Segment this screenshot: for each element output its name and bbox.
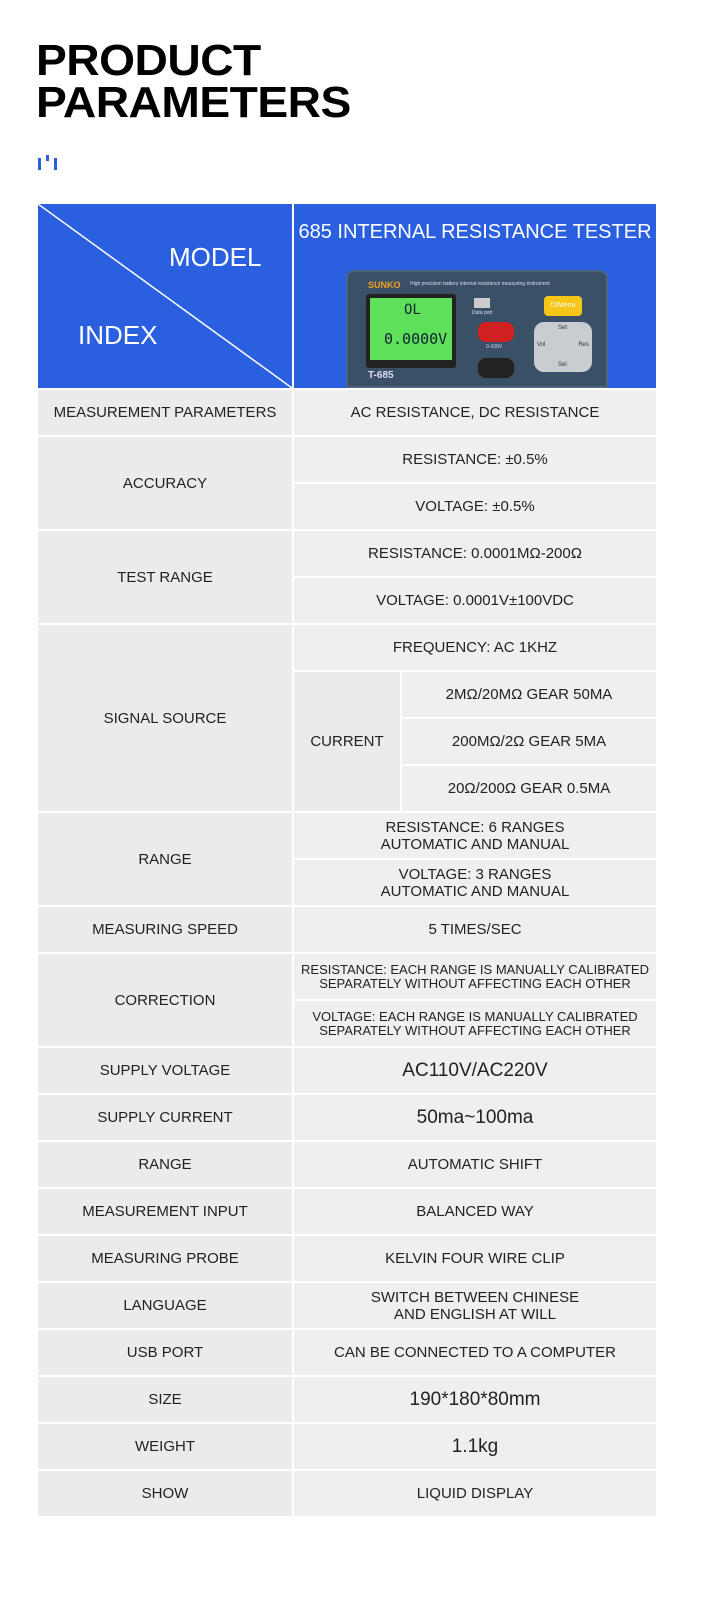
row-label: WEIGHT bbox=[38, 1424, 292, 1469]
row-value: FREQUENCY: AC 1KHZ bbox=[294, 625, 656, 670]
table-header bbox=[38, 204, 656, 388]
row-value: 1.1kg bbox=[294, 1424, 656, 1469]
lcd-main: 0.0000V bbox=[384, 330, 448, 348]
row-values bbox=[294, 813, 656, 905]
res-button: Res bbox=[578, 342, 589, 348]
table-row bbox=[38, 1048, 656, 1093]
row-label: SIGNAL SOURCE bbox=[38, 625, 292, 811]
sel-button: Sel bbox=[558, 362, 567, 368]
title-line-2: PARAMETERS bbox=[36, 78, 351, 127]
table-row bbox=[38, 1330, 656, 1375]
row-value: VOLTAGE: EACH RANGE IS MANUALLY CALIBRATED SEPARATELY WITHOUT AFFECTING EACH OTHER bbox=[294, 1001, 656, 1046]
row-values bbox=[294, 1424, 656, 1469]
row-values bbox=[294, 907, 656, 952]
row-value: AUTOMATIC SHIFT bbox=[294, 1142, 656, 1187]
row-value: 50ma~100ma bbox=[294, 1095, 656, 1140]
row-value: VOLTAGE: 0.0001V±100VDC bbox=[294, 578, 656, 623]
data-port-label: Data port bbox=[472, 310, 493, 316]
device-image bbox=[346, 270, 608, 388]
lcd-screen bbox=[370, 298, 452, 360]
table-row bbox=[38, 1283, 656, 1328]
row-label: LANGUAGE bbox=[38, 1283, 292, 1328]
decorative-bars bbox=[38, 155, 57, 170]
row-label: RANGE bbox=[38, 1142, 292, 1187]
current-group bbox=[294, 672, 656, 811]
title-line-1: PRODUCT bbox=[36, 36, 261, 85]
row-label: RANGE bbox=[38, 813, 292, 905]
lcd-top: OL bbox=[404, 302, 421, 318]
table-row bbox=[38, 531, 656, 623]
row-value: RESISTANCE: 6 RANGES AUTOMATIC AND MANUAL bbox=[294, 813, 656, 858]
row-label: MEASUREMENT PARAMETERS bbox=[38, 390, 292, 435]
table-row bbox=[38, 437, 656, 529]
row-values bbox=[294, 625, 656, 811]
row-value: 2MΩ/20MΩ GEAR 50MA bbox=[402, 672, 656, 717]
row-value: 190*180*80mm bbox=[294, 1377, 656, 1422]
row-label: USB PORT bbox=[38, 1330, 292, 1375]
table-body bbox=[38, 390, 656, 1516]
device-brand: SUNKO bbox=[368, 280, 401, 290]
device-model: T-685 bbox=[368, 370, 394, 381]
row-value: RESISTANCE: EACH RANGE IS MANUALLY CALIBRATED SEPARATELY WITHOUT AFFECTING EACH OTHER bbox=[294, 954, 656, 999]
table-row bbox=[38, 1142, 656, 1187]
row-values bbox=[294, 1048, 656, 1093]
menu-button: ⏻/Menu bbox=[544, 296, 582, 316]
row-label: TEST RANGE bbox=[38, 531, 292, 623]
table-row bbox=[38, 1236, 656, 1281]
table-row bbox=[38, 1189, 656, 1234]
negative-terminal-icon bbox=[478, 358, 514, 378]
parameters-table bbox=[38, 204, 656, 1516]
dpad bbox=[534, 322, 592, 372]
row-label: SUPPLY VOLTAGE bbox=[38, 1048, 292, 1093]
row-values bbox=[294, 1095, 656, 1140]
usb-port-icon bbox=[474, 298, 490, 308]
row-label: SHOW bbox=[38, 1471, 292, 1516]
row-values bbox=[294, 1283, 656, 1328]
table-row bbox=[38, 1424, 656, 1469]
row-values bbox=[294, 531, 656, 623]
row-value: KELVIN FOUR WIRE CLIP bbox=[294, 1236, 656, 1281]
row-value: AC RESISTANCE, DC RESISTANCE bbox=[294, 390, 656, 435]
table-row bbox=[38, 907, 656, 952]
row-value: RESISTANCE: ±0.5% bbox=[294, 437, 656, 482]
set-button: Set bbox=[558, 325, 568, 331]
lcd-frame bbox=[366, 294, 456, 368]
index-label: INDEX bbox=[78, 320, 158, 350]
table-row bbox=[38, 390, 656, 435]
row-label: MEASURING SPEED bbox=[38, 907, 292, 952]
vol-button: Vol bbox=[537, 342, 546, 348]
row-label: MEASURING PROBE bbox=[38, 1236, 292, 1281]
row-values bbox=[294, 1236, 656, 1281]
model-label: MODEL bbox=[169, 242, 262, 272]
row-value: 20Ω/200Ω GEAR 0.5MA bbox=[402, 766, 656, 811]
row-label: SIZE bbox=[38, 1377, 292, 1422]
range-label: 0-100V bbox=[486, 344, 503, 350]
row-values bbox=[294, 1142, 656, 1187]
table-row bbox=[38, 954, 656, 1046]
diagonal-divider bbox=[38, 204, 292, 388]
positive-terminal-icon bbox=[478, 322, 514, 342]
row-value: AC110V/AC220V bbox=[294, 1048, 656, 1093]
row-values bbox=[294, 437, 656, 529]
row-value: 5 TIMES/SEC bbox=[294, 907, 656, 952]
table-row bbox=[38, 1471, 656, 1516]
row-value: VOLTAGE: 3 RANGES AUTOMATIC AND MANUAL bbox=[294, 860, 656, 905]
row-label: ACCURACY bbox=[38, 437, 292, 529]
table-row bbox=[38, 625, 656, 811]
row-values bbox=[294, 1330, 656, 1375]
current-label: CURRENT bbox=[294, 672, 400, 811]
model-index-cell bbox=[38, 204, 292, 388]
row-value: VOLTAGE: ±0.5% bbox=[294, 484, 656, 529]
row-value: BALANCED WAY bbox=[294, 1189, 656, 1234]
row-values bbox=[294, 1189, 656, 1234]
product-cell bbox=[294, 204, 656, 388]
row-value: RESISTANCE: 0.0001MΩ-200Ω bbox=[294, 531, 656, 576]
row-label: CORRECTION bbox=[38, 954, 292, 1046]
row-values bbox=[294, 954, 656, 1046]
row-value: LIQUID DISPLAY bbox=[294, 1471, 656, 1516]
table-row bbox=[38, 1095, 656, 1140]
product-name: 685 INTERNAL RESISTANCE TESTER bbox=[298, 221, 652, 243]
current-values bbox=[402, 672, 656, 811]
row-label: SUPPLY CURRENT bbox=[38, 1095, 292, 1140]
page-title bbox=[36, 36, 351, 127]
device-tagline: High precision battery internal resistance measuring instrument bbox=[410, 281, 550, 287]
row-label: MEASUREMENT INPUT bbox=[38, 1189, 292, 1234]
row-value: SWITCH BETWEEN CHINESE AND ENGLISH AT WILL bbox=[294, 1283, 656, 1328]
table-row bbox=[38, 1377, 656, 1422]
row-values bbox=[294, 1471, 656, 1516]
table-row bbox=[38, 813, 656, 905]
row-values bbox=[294, 1377, 656, 1422]
row-value: 200MΩ/2Ω GEAR 5MA bbox=[402, 719, 656, 764]
row-value: CAN BE CONNECTED TO A COMPUTER bbox=[294, 1330, 656, 1375]
row-values bbox=[294, 390, 656, 435]
